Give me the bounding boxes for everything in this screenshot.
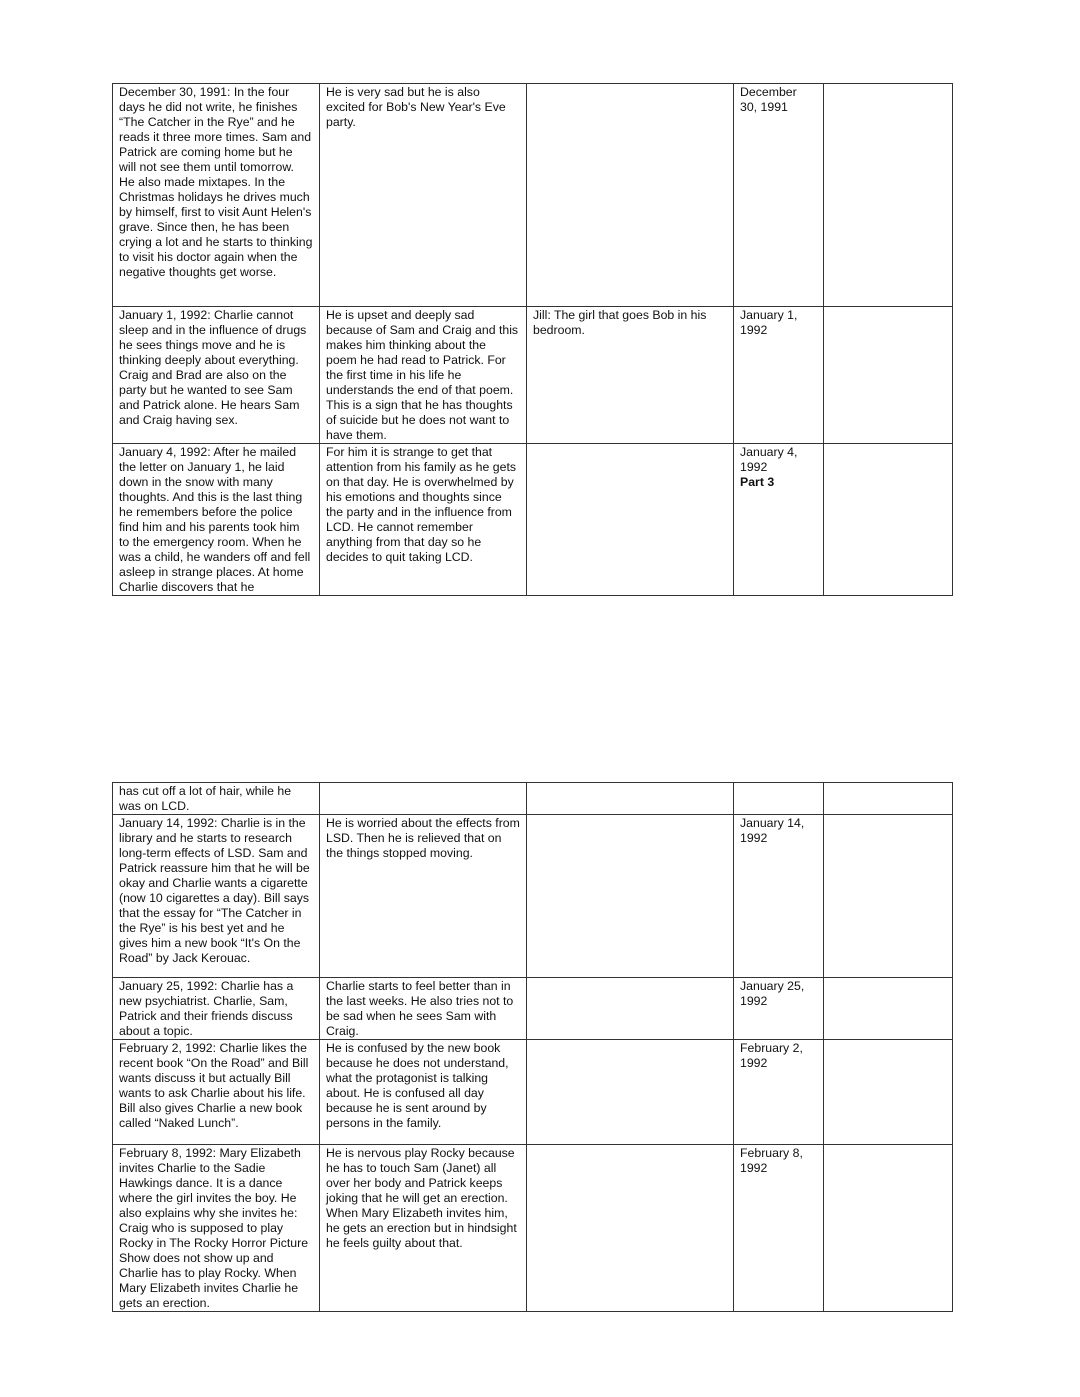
extra-cell <box>824 783 953 815</box>
table-row <box>113 307 953 444</box>
extra-cell <box>824 1040 953 1145</box>
table-row <box>113 783 953 815</box>
feelings-cell <box>320 783 527 815</box>
extra-cell <box>824 978 953 1040</box>
feelings-cell: He is worried about the effects from LSD. Then he is relieved that on the things stopped moving. <box>320 815 527 978</box>
table-row <box>113 1145 953 1312</box>
date-cell <box>734 783 824 815</box>
extra-cell <box>824 1145 953 1312</box>
date-cell <box>734 444 824 596</box>
part-label: Part 3 <box>740 475 775 489</box>
feelings-cell: He is very sad but he is also excited for Bob's New Year's Eve party. <box>320 84 527 307</box>
table-row <box>113 1040 953 1145</box>
feelings-cell: Charlie starts to feel better than in the last weeks. He also tries not to be sad when he sees Sam with Craig. <box>320 978 527 1040</box>
table-row <box>113 84 953 307</box>
date-cell: January 25, 1992 <box>734 978 824 1040</box>
notes-table-page-2 <box>112 782 953 1312</box>
date-text: January 4, 1992 <box>740 445 798 474</box>
feelings-cell: He is nervous play Rocky because he has to touch Sam (Janet) all over her body and Patrick keeps joking that he will get an erection. When Mary Elizabeth invites him, he gets an erection but in hindsight he feels guilty about that. <box>320 1145 527 1312</box>
summary-cell: January 25, 1992: Charlie has a new psychiatrist. Charlie, Sam, Patrick and their friends discuss about a topic. <box>113 978 320 1040</box>
extra-cell <box>824 84 953 307</box>
table-row <box>113 978 953 1040</box>
date-cell: January 1, 1992 <box>734 307 824 444</box>
summary-cell: December 30, 1991: In the four days he did not write, he finishes “The Catcher in the Rye” and he reads it three more times. Sam and Patrick are coming home but he will not see them until tomorrow. He also made mixtapes. In the Christmas holidays he drives much by himself, first to visit Aunt Helen's grave. Since then, he has been crying a lot and he starts to thinking to visit his doctor again when the negative thoughts get worse. <box>113 84 320 307</box>
characters-cell <box>527 978 734 1040</box>
table-row <box>113 815 953 978</box>
notes-table-page-1 <box>112 83 953 596</box>
characters-cell <box>527 84 734 307</box>
characters-cell <box>527 815 734 978</box>
extra-cell <box>824 444 953 596</box>
extra-cell <box>824 815 953 978</box>
characters-cell <box>527 444 734 596</box>
summary-cell: February 2, 1992: Charlie likes the recent book “On the Road” and Bill wants discuss it but actually Bill wants to ask Charlie about his life. Bill also gives Charlie a new book called “Naked Lunch”. <box>113 1040 320 1145</box>
date-cell: January 14, 1992 <box>734 815 824 978</box>
summary-cell: January 1, 1992: Charlie cannot sleep and in the influence of drugs he sees things move and he is thinking deeply about everything. Craig and Brad are also on the party but he wanted to see Sam and Patrick alone. He hears Sam and Craig having sex. <box>113 307 320 444</box>
summary-cell: February 8, 1992: Mary Elizabeth invites Charlie to the Sadie Hawkings dance. It is a dance where the girl invites the boy. He also explains why she invites he: Craig who is supposed to play Rocky in The Rocky Horror Picture Show does not show up and Charlie has to play Rocky. When Mary Elizabeth invites Charlie he gets an erection. <box>113 1145 320 1312</box>
characters-cell: Jill: The girl that goes Bob in his bedroom. <box>527 307 734 444</box>
feelings-cell: He is confused by the new book because he does not understand, what the protagonist is talking about. He is confused all day because he is sent around by persons in the family. <box>320 1040 527 1145</box>
characters-cell <box>527 1145 734 1312</box>
summary-cell: January 14, 1992: Charlie is in the library and he starts to research long-term effects of LSD. Sam and Patrick reassure him that he will be okay and Charlie wants a cigarette (now 10 cigarettes a day). Bill says that the essay for “The Catcher in the Rye” is his best yet and he gives him a new book “It's On the Road” by Jack Kerouac. <box>113 815 320 978</box>
date-cell: December 30, 1991 <box>734 84 824 307</box>
table-row <box>113 444 953 596</box>
characters-cell <box>527 783 734 815</box>
extra-cell <box>824 307 953 444</box>
summary-cell: January 4, 1992: After he mailed the letter on January 1, he laid down in the snow with many thoughts. And this is the last thing he remembers before the police find him and his parents took him to the emergency room. When he was a child, he wanders off and fell asleep in strange places. At home Charlie discovers that he <box>113 444 320 596</box>
feelings-cell: For him it is strange to get that attention from his family as he gets on that day. He is overwhelmed by his emotions and thoughts since the party and in the influence from LCD. He cannot remember anything from that day so he decides to quit taking LCD. <box>320 444 527 596</box>
summary-cell: has cut off a lot of hair, while he was on LCD. <box>113 783 320 815</box>
date-cell: February 2, 1992 <box>734 1040 824 1145</box>
characters-cell <box>527 1040 734 1145</box>
feelings-cell: He is upset and deeply sad because of Sam and Craig and this makes him thinking about the poem he had read to Patrick. For the first time in his life he understands the end of that poem. This is a sign that he has thoughts of suicide but he does not want to have them. <box>320 307 527 444</box>
date-cell: February 8, 1992 <box>734 1145 824 1312</box>
